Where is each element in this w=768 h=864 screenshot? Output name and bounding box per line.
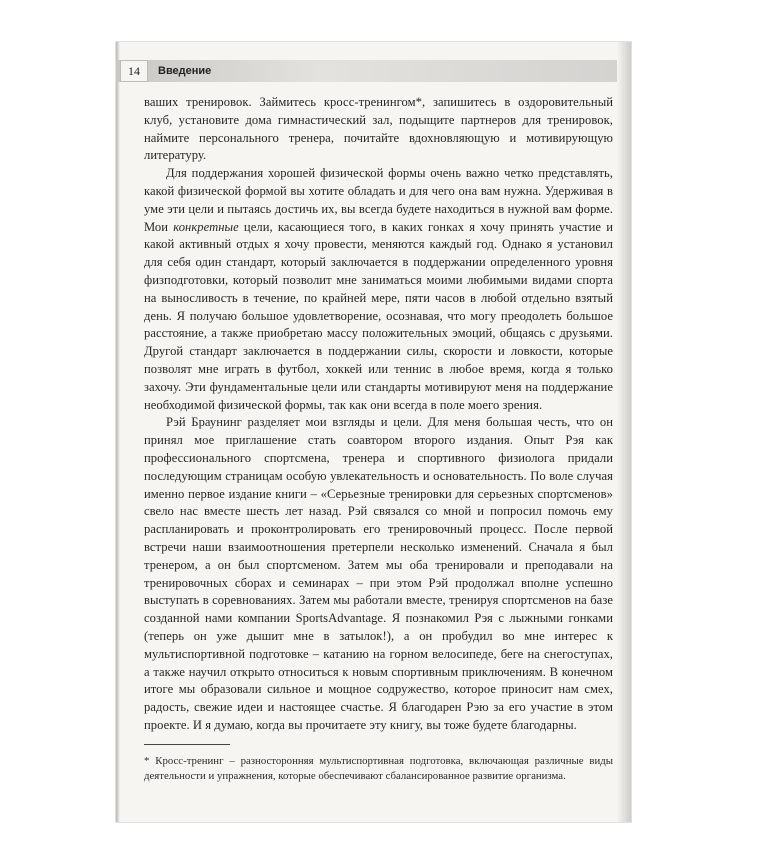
paragraph-continuation: ваших тренировок. Займитесь кросс-тренингом*, запишитесь в оздоровительный клуб, установите дома гимнастический зал, подыщите партнеров для тренировок, наймите персонального тренера, почитайте вдохновляющую и мотивирующую литературу.	[144, 95, 613, 163]
book-page	[116, 42, 631, 822]
paragraph-goals-end: цели, касающиеся того, в каких гонках я хочу принять участие и какой активный отдых я хочу провести, меняются каждый год. Однако я установил для себя один стандарт, который заключается в поддержании определенного уровня физподготовки, который позволит мне заниматься моими любимыми видами спорта на выносливость в течение, по крайней мере, пяти часов в любой отдельно взятый день. Я получаю большое удовлетворение, осознавая, что могу преодолеть большое расстояние, а также приобретаю массу положительных эмоций, общаясь с друзьями. Другой стандарт заключается в поддержании силы, скорости и ловкости, которые позволят мне играть в футбол, хоккей или теннис в любое время, когда я только захочу. Эти фундаментальные цели или стандарты мотивируют меня на поддержание необходимой физической формы, так как они всегда в поле моего зрения.	[144, 219, 613, 412]
paragraph-goals	[144, 165, 613, 414]
emphasis-word: конкретные	[173, 219, 239, 234]
running-header	[116, 60, 631, 82]
section-title: Введение	[158, 65, 212, 77]
paragraph-goals-start: Для поддержания хорошей физической формы очень важно четко представлять, какой физической формой вы хотите обладать и для чего она вам нужна. Удерживая в уме эти цели и пытаясь достичь их, вы всегда будете находиться в нужной вам форме. Мои	[144, 166, 613, 234]
page-number: 14	[120, 60, 148, 82]
footnote-divider	[144, 744, 230, 745]
body-text	[144, 94, 613, 735]
footnote: * Кросс-тренинг – разносторонняя мультиспортивная подготовка, включающая различные виды деятельности и упражнения, которые обеспечивают сбалансированное развитие организма.	[144, 755, 613, 782]
paragraph-coauthor: Рэй Браунинг разделяет мои взгляды и цели. Для меня большая честь, что он принял мое приглашение стать соавтором второго издания. Опыт Рэя как профессионального спортсмена, тренера и спортивного физиолога придали последующим страницам особую увлекательность и основательность. По воле случая именно первое издание книги – «Серьезные тренировки для серьезных спортсменов» свело нас вместе шесть лет назад. Рэй связался со мной и попросил помочь ему распланировать и проконтролировать его тренировочный процесс. После первой встречи наши взаимоотношения претерпели несколько изменений. Сначала я был тренером, а он был спортсменом. Затем мы оба тренировали и преподавали на тренировочных сборах и семинарах – при этом Рэй продолжал вполне успешно выступать в соревнованиях. Затем мы работали вместе, тренируя спортсменов на базе созданной нами компании SportsAdvantage. Я познакомил Рэя с лыжными гонками (теперь он уже дышит мне в затылок!), а он пробудил во мне интерес к мультиспортивной подготовке – катанию на горном велосипеде, беге на снегоступах, а также научил открыто относиться к новым спортивным приключениям. В конечном итоге мы образовали сильное и мощное содружество, которое приносит нам смех, радость, свежие идеи и настоящее счастье. Я благодарен Рэю за его участие в этом проекте. И я думаю, когда вы прочитаете эту книгу, вы тоже будете благодарны.	[144, 415, 613, 732]
